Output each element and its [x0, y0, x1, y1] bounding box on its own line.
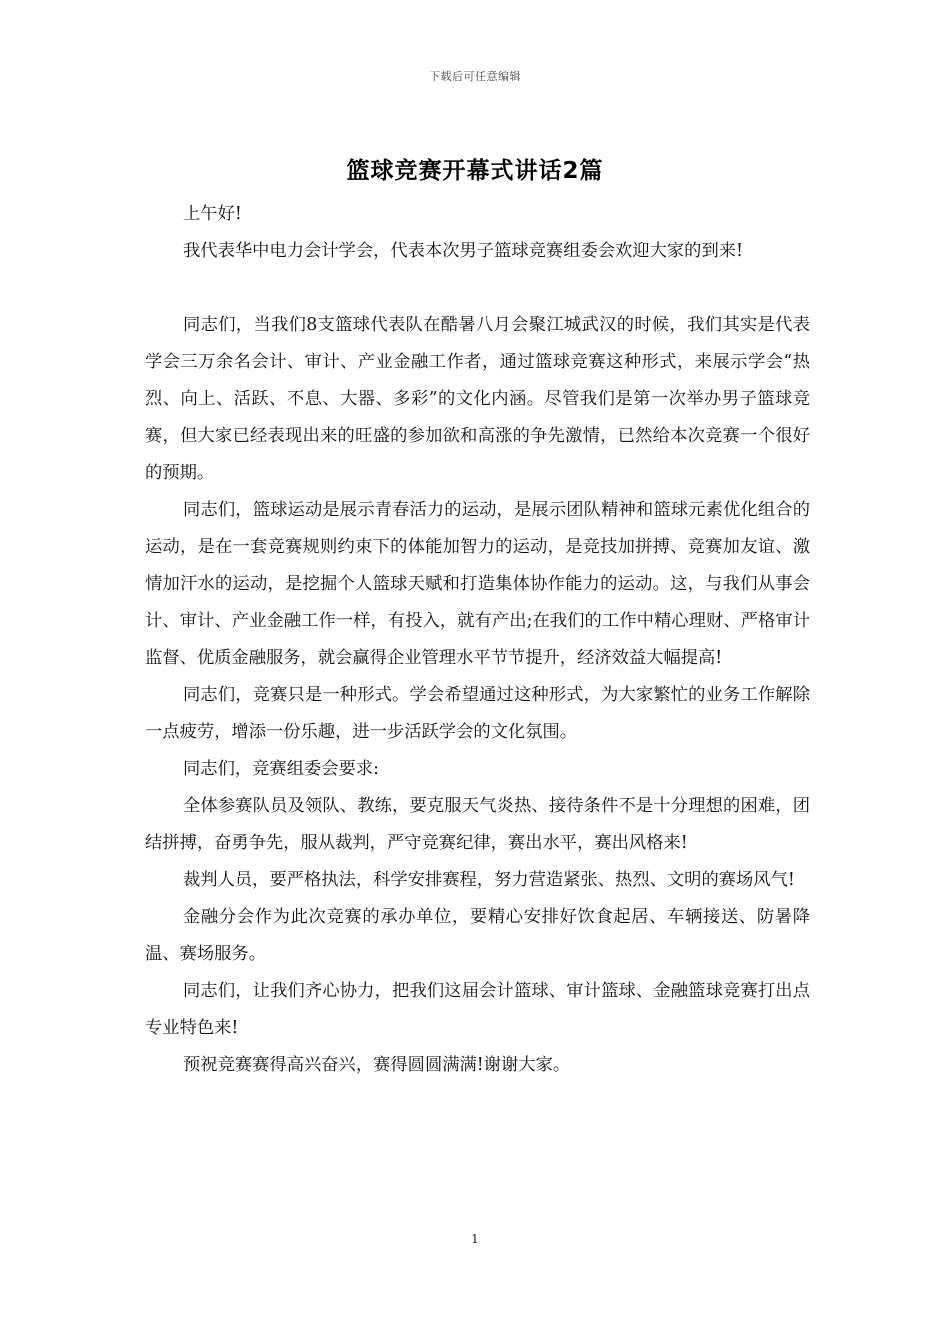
document-body: [145, 196, 810, 1084]
paragraph-form: 同志们，竞赛只是一种形式。学会希望通过这种形式，为大家繁忙的业务工作解除一点疲劳，增添一份乐趣，进一步活跃学会的文化氛围。: [145, 685, 810, 742]
document-title: 篮球竞赛开幕式讲话2篇: [346, 158, 604, 184]
paragraph-referees: 裁判人员，要严格执法，科学安排赛程，努力营造紧张、热烈、文明的赛场风气!: [183, 870, 795, 890]
header-note: 下载后可任意编辑: [429, 70, 521, 83]
paragraph-opening: 同志们，当我们8支篮球代表队在酷暑八月会聚江城武汉的时候，我们其实是代表学会三万余名会计、审计、产业金融工作者，通过篮球竞赛这种形式，来展示学会“热烈、向上、活跃、不息、大器、多彩”的文化内涵。尽管我们是第一次举办男子篮球竞赛，但大家已经表现出来的旺盛的参加欲和高涨的争先激情，已然给本次竞赛一个很好的预期。: [145, 315, 810, 483]
paragraph-greeting: 上午好!: [183, 204, 242, 224]
paragraph-requirements-intro: 同志们，竞赛组委会要求:: [183, 759, 379, 779]
paragraph-unite: 同志们，让我们齐心协力，把我们这届会计篮球、审计篮球、金融篮球竞赛打出点专业特色来!: [145, 981, 810, 1038]
paragraph-organizer: 金融分会作为此次竞赛的承办单位，要精心安排好饮食起居、车辆接送、防暑降温、赛场服务。: [145, 907, 810, 964]
paragraph-basketball: 同志们，篮球运动是展示青春活力的运动，是展示团队精神和篮球元素优化组合的运动，是在一套竞赛规则约束下的体能加智力的运动，是竞技加拼搏、竞赛加友谊、激情加汗水的运动，是挖掘个人篮球天赋和打造集体协作能力的运动。这，与我们从事会计、审计、产业金融工作一样，有投入，就有产出;在我们的工作中精心理财、严格审计监督、优质金融服务，就会赢得企业管理水平节节提升，经济效益大幅提高!: [145, 500, 810, 668]
page-number: 1: [471, 1232, 479, 1246]
paragraph-closing: 预祝竞赛赛得高兴奋兴，赛得圆圆满满!谢谢大家。: [183, 1055, 571, 1075]
paragraph-welcome: 我代表华中电力会计学会，代表本次男子篮球竞赛组委会欢迎大家的到来!: [183, 241, 743, 261]
paragraph-players: 全体参赛队员及领队、教练，要克服天气炎热、接待条件不是十分理想的困难，团结拼搏，奋勇争先，服从裁判，严守竞赛纪律，赛出水平，赛出风格来!: [145, 796, 810, 853]
